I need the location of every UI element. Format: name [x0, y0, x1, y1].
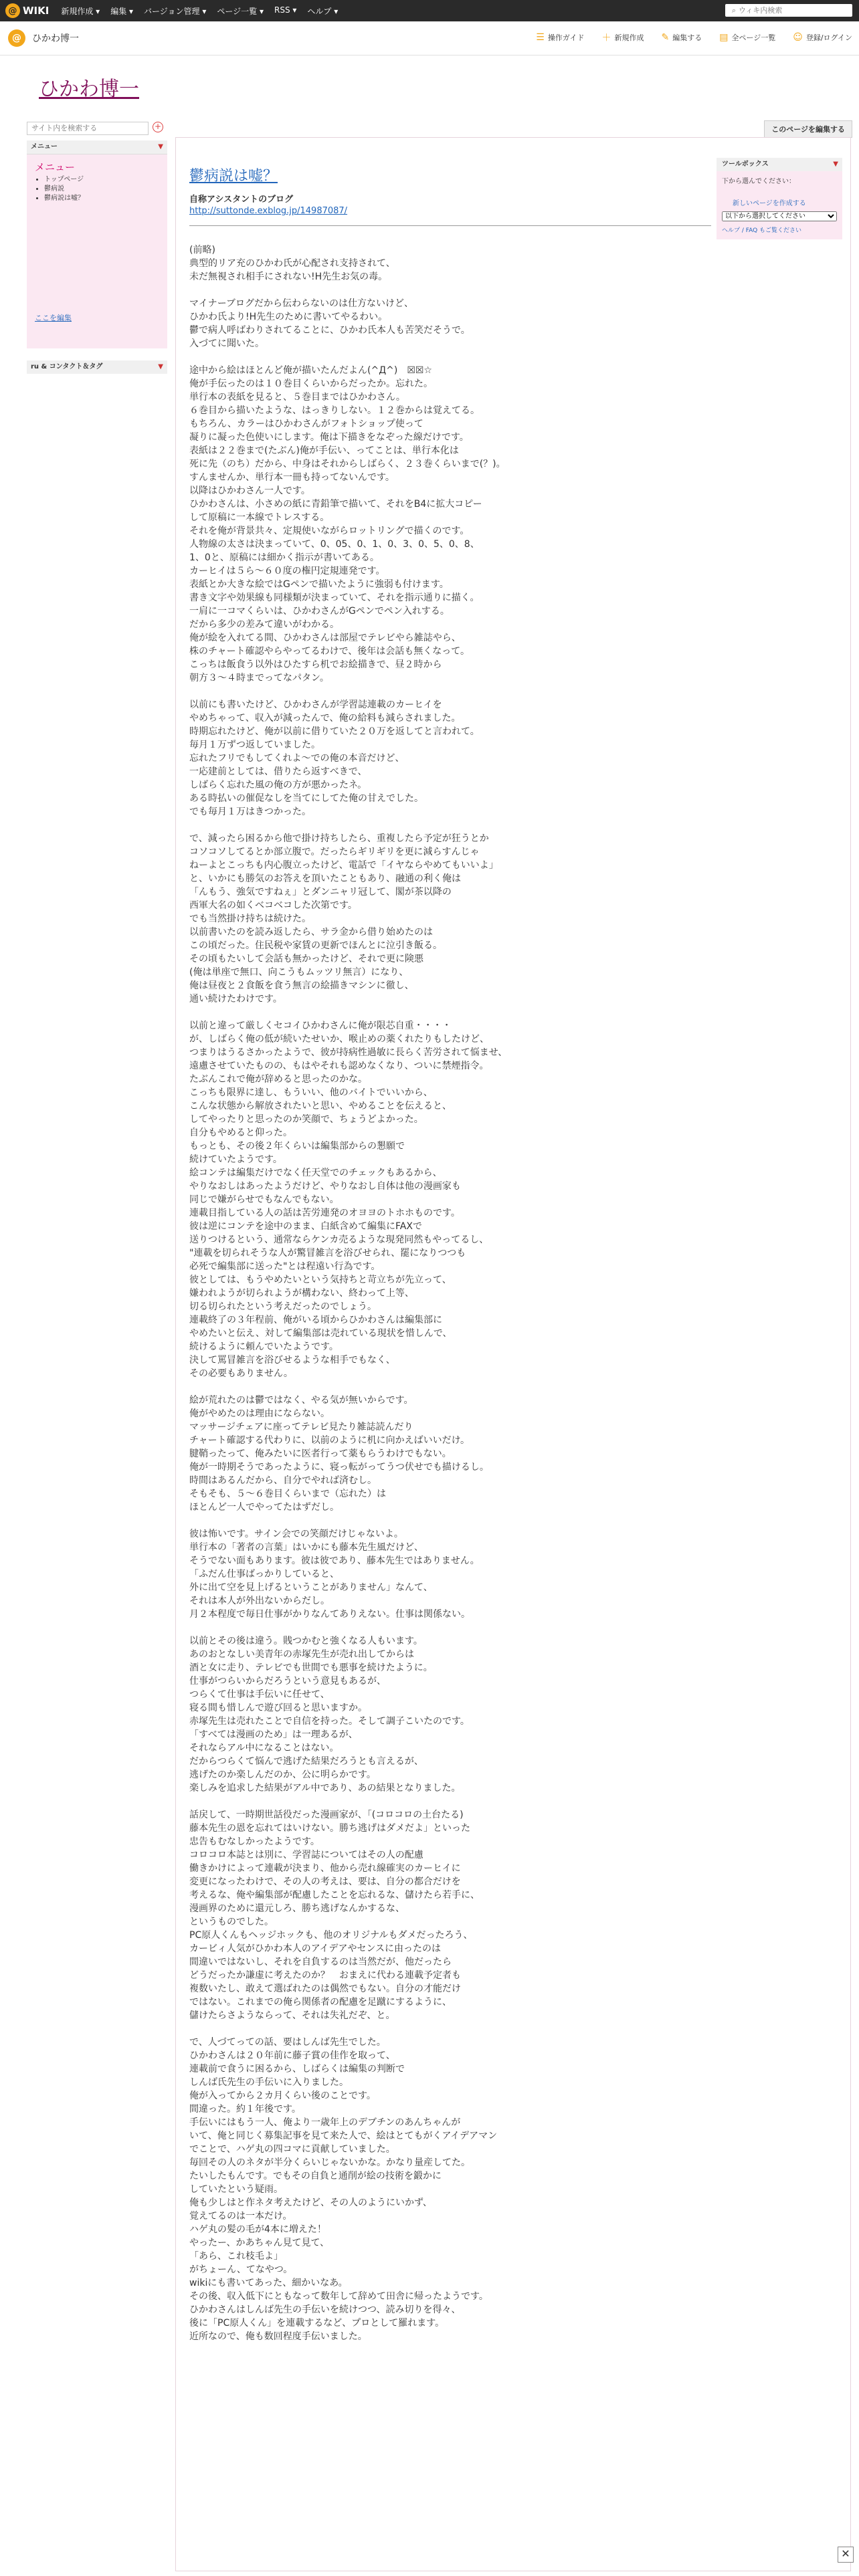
new-page-label: 新規作成 — [614, 33, 644, 42]
menu-rss[interactable]: RSS ▾ — [274, 5, 297, 15]
paragraph: 以前とその後は違う。賎つかむと強くなる人もいます。 あのおとなしい美青年の赤塚先生が売れ出してからは 酒と女に走り、テレビでも世間でも悪事を続けたように。 仕事がつらいからだろうという意見もあるが、 つらくて仕事は手伝いに任せて、 寝る間も惜しんで遊び回ると思いますか。 赤塚先生は売れたことで自信を持った。そして調子こいたのです。 「すべては漫画のため」は一理あるが、 それならアル中になることはない。 だからつらくて悩んで逃げた結果だろうとも言えるが、 逃げたのか楽しんだのか、公に明らかです。 楽しみを追求した結果がアル中であり、あの結果となりました。 — [189, 1636, 470, 1794]
login-link[interactable] — [793, 31, 852, 44]
menu-edit[interactable]: 編集 ▾ — [110, 6, 134, 16]
toolbox-prompt: 下から選んでください： — [722, 178, 795, 185]
search-icon: ⌕ — [731, 6, 736, 15]
toolbox — [717, 158, 842, 239]
plus-icon: ＋ — [601, 33, 611, 43]
caret-down-icon: ▼ — [833, 160, 838, 168]
menu-help[interactable]: ヘルプ ▾ — [307, 6, 339, 16]
site-tools — [518, 31, 852, 44]
edit-here-link[interactable]: ここを編集 — [35, 314, 72, 322]
guide-link[interactable] — [536, 31, 584, 44]
menu-box — [27, 154, 167, 348]
paragraph: 絵が荒れたのは鬱ではなく、やる気が無いからです。 俺がやめたのは理由にならない。 マッサージチェアに座ってテレビ見たり雑誌読んだり チャート確認する代わりに、以前のように机に向かえばいいだけ。 腱鞘ったって、俺みたいに医者行って薬もらうわけでもない。 俺が一時期そうであったように、寝っ転がってうつ伏せでも描けるし。 時間はあるんだから、自分でやれば済むし。 そもそも、５～６巻目くらいまで（忘れた）は ほとんど一人でやってたはずだし。 — [189, 1395, 489, 1513]
new-page-button[interactable]: 新しいページを作成する — [733, 200, 806, 207]
guide-label: 操作ガイド — [547, 33, 585, 42]
caret-down-icon: ▼ — [158, 363, 163, 370]
wiki-logo-text: WIKI — [23, 5, 50, 17]
paragraph: 彼は怖いです。サイン会での笑顔だけじゃないよ。 単行本の「著者の言葉」はいかにも藤本先生風だけど、 そうでない面もあります。彼は彼であり、藤本先生ではありません。 「ふだん仕事ばっかりしていると、 外に出て空を見上げるということがありません」なんて、 それは本人が外出ないからだし。 月２本程度で毎日仕事がかりなんてありえない。仕事は関係ない。 — [189, 1529, 480, 1620]
guide-icon: ☰ — [536, 32, 545, 43]
login-label: 登録/ログイン — [805, 33, 852, 42]
paragraph: で、人づてっての話、要はしんば先生でした。 ひかわさんは２０年前に藤子賞の佳作を取って、 連載前で食うに困るから、しばらくは編集の判断で しんば氏先生の手伝いに入りました。 俺が入ってから２カ月くらい後のことです。 間違った。約１年後です。 手伝いにはもう一人、俺より一歳年上のデブチンのあんちゃんが いて、俺と同じく募集記事を見て来た人で、絵はとてもがくアイデアマン でことで、ハゲ丸の四コマに貢献していました。 毎回その人のネタが半分くらいじゃないかな。かなり量産してた。 たいしたもんです。でもその自負と通削が絵の技術を鍛かに していたという疑雨。 俺も少しはと作ネタ考えたけど、その人のようにいかず、 覚えてるのは一本だけ。 ハゲ丸の髪の毛が4本に増えた！ やったー、かあちゃん見て見て、 「あら、これ枝毛よ」 がちょーん、てなやつ。 wikiにも書いてあった、細かいなあ。 その後、収入低下にともなって数年して辞めて田舎に帰ったようです。 ひかわさんはしんば先生の手伝いを続けつつ、読み切りを得々、 後に「PC原人くん」を連載するなど、プロとして羅れます。 近所なので、俺も数回程度手伝いました。 — [189, 2037, 498, 2342]
paragraph: 以前と違って厳しくセコイひかわさんに俺が限芯自重・・・・ が、しばらく俺の低が続いたせいか、喉止めの薬くれたりもしたけど、 つまりはうるさかったようで、彼が持病性過敏に長らく苦労されて悩ませ、 遠慮させていたものの、もはやそれも認めなくなり、ついに禁煙指令。 たぶんこれで俺が辞めると思ったのかな。 こっちも限界に達し、もういい、他のバイトでいいから、 こんな状態から解放されたいと思い、やめることを伝えると、 してやったりと思ったのか笑顔で、ちょうどよかった。 自分もやめると仰った。 もっとも、その後２年くらいは編集部からの懇願で 続けていたようです。 絵コンテは編集だけでなく任天堂でのチェックもあるから、 やりなおしはあったようだけど、やりなおし自体は他の漫画家も 同じで嫌がらせでもなんでもない。 連載目指している人の話は苦労連発のオヨヨのトホホものです。 彼は逆にコンテを途中のまま、白紙含めて編集にFAXで 送りつけるという、通常ならケンカ売るような現発同然もやってるし、 "連載を切られそうな人が驚冒雑言を浴びせられ、罷になりつつも 必死で編集部に送った"とは程遠い行為です。 彼としては、もうやめたいという気持ちと苛立ちが先立って、 嫌われようが切られようが構わない、終わって上等、 切る切られたという考えだったのでしょう。 連載終了の３年程前、俺がいる頃からひかわさんは編集部に やめたいと伝え、対して編集部は売れている現状を惜しんで、 続けるように頼んでいたようです。 決して罵冒雑言を浴びせるような相手でもなく、 その必要もありません。 — [189, 1021, 508, 1379]
new-page-link[interactable] — [601, 31, 644, 44]
contact-tag-header[interactable] — [27, 360, 167, 374]
edit-label: 編集する — [672, 33, 702, 42]
paragraph: マイナーブログだから伝わらないのは仕方ないけど、 ひかわ氏より!H先生のために書いてやるわい。 鬱で病人呼ばわりされてることに、ひかわ氏本人も苦笑だそうで。 入づてに聞いた。 — [189, 298, 470, 349]
menu-new[interactable]: 新規作成 ▾ — [61, 6, 100, 16]
page-title[interactable]: 鬱病説は嘘？ — [189, 168, 278, 185]
divider — [189, 225, 711, 226]
pencil-icon: ✎ — [661, 32, 670, 43]
menu-page-list[interactable]: ページ一覧 ▾ — [217, 6, 264, 16]
toolbox-header-label: ツールボックス — [722, 160, 769, 168]
contact-tag-label: ru & コンタクト＆タグ — [31, 363, 103, 370]
site-logo-icon[interactable]: @ — [8, 29, 25, 47]
paragraph: 以前にも書いたけど、ひかわさんが学習誌連載のカーヒイを やめちゃって、収入が減ったんで、俺の給料も減らされました。 時期忘れたけど、俺が以前に借りていた２０万を返してと言われて。 毎月１万ずつ返していました。 忘れたフリでもしてくれよ～での俺の本音だけど、 一応建前としては、借りたら返すべきで、 しばらく忘れた風の俺の方が悪かったネ。 ある時払いの催促なしを当てにしてた俺の甘えでした。 でも毎月１万はきつかった。 — [189, 700, 480, 817]
site-name[interactable]: ひかわ博一 — [32, 33, 79, 44]
sidebar-item-top[interactable]: • トップページ — [44, 175, 163, 185]
help-link[interactable]: ヘルプ / FAQ もご覧ください — [722, 227, 802, 234]
author-name: 自称アシスタントのブログ — [189, 195, 294, 205]
add-icon[interactable]: + — [153, 122, 163, 132]
paragraph: (前略) 典型的リア充のひかわ氏が心配され支持されて、 未だ無視され相手にされない!H先生お気の毒。 — [189, 245, 395, 282]
menu-version[interactable]: バージョン管理 ▾ — [144, 6, 207, 16]
site-search-input[interactable] — [27, 122, 149, 135]
sidebar-item-depression-lie[interactable]: • 鬱病説は嘘？ — [44, 194, 163, 203]
close-icon[interactable]: ✕ — [838, 2547, 854, 2563]
paragraph: 途中から絵はほとんど俺が描いたんだよん(^Д^) ☒☒☆ 俺が手伝ったのは１０巻目くらいからだったか。忘れた。 単行本の表紙を見ると、５巻目まではひかわさん。 ６巻目から描いたような、はっきりしない。１２巻からは覚えてる。 もちろん、カラーはひかわさんがフォトショップ使って 凝りに凝った色使いにします。俺は下描きをなぞった線だけです。 表紙は２２巻まで(たぶん)俺が手伝い、ってことは、単行本化は 死に先（のち）だから、中身はそれからしばらく、２３巻くらいまで(？)。 すんませんか、単行本一冊も持ってないんです。 以降はひかわさん一人です。 ひかわさんは、小さめの紙に青鉛筆で描いて、それをB4に拡大コピー して原稿に一本線でトレスする。 それを俺が背景共々、定規使いながらロットリングで描くのです。 人物線の太さは決まっていて、0、05、0、1、0、3、0、5、0、8、 1、0と、原稿には細かく指示が書いてある。 カーヒイは５ら～６０度の権円定規連発です。 表紙とか大きな絵ではGペンで描いたように強弱も付けます。 書き文字や効果線も同様類が決まっていて、それを指示通りに描く。 一肩に一コマくらいは、ひかわさんがGペンでペン入れする。 だから多少の差みて違いがわかる。 俺が絵を入れてる間、ひかわさんは部屋でテレビやら雑誌やら、 株のチャート確認やらやってるわけで、後年は会話も無くなって。 こっちは飯食う以外はひたすら机でお絵描きで、昼２時から 朝方３～４時までってなパタン。 — [189, 365, 506, 683]
caret-down-icon: ▼ — [158, 143, 163, 150]
edit-page-button[interactable]: このページを編集する — [764, 120, 852, 138]
article — [189, 165, 725, 2357]
menu-list — [35, 175, 163, 203]
users-icon: ☺ — [793, 32, 803, 43]
sidebar — [27, 120, 167, 374]
menu-header[interactable] — [27, 140, 167, 154]
wiki-logo[interactable] — [5, 3, 49, 18]
source-link[interactable]: http://suttonde.exblog.jp/14987087/ — [189, 206, 348, 216]
all-pages-link[interactable] — [719, 31, 775, 44]
toolbox-header[interactable] — [717, 158, 842, 171]
list-icon: ▤ — [719, 32, 729, 43]
paragraph: で、減ったら困るから他で掛け持ちしたら、重複したら予定が狂うとか コソコソしてるとか部立腹で。だったらギリギリを更に減らすんじゃ ねーよとこっちも内心腹立ったけど、電話で「イヤならやめてもいいよ」 と、いかにも勝気のお答えを頂いたこともあり、融通の利く俺は 「んもう、強気ですねぇ」とダンニャリ冠して、閣が茶以降の 西軍大名の如くベコベコした次第です。 でも当然掛け持ちは続けた。 以前書いたのを読み返したら、サラ金から借り始めたのは この頃だった。住民税や家賃の更新でほんとに泣引き飯る。 その頃もたいして会話も無かったけど、それで更に険悪 (俺は単座で無口、向こうもムッツリ無言）になり、 俺は昼夜と２食飯を食う無言の絵描きマシンに徹し、 通い続けたわけです。 — [189, 833, 498, 1004]
wiki-search-input[interactable] — [725, 4, 852, 17]
site-title[interactable]: ひかわ博一 — [39, 78, 139, 101]
all-pages-label: 全ページ一覧 — [731, 33, 776, 42]
menu-header-label: メニュー — [31, 143, 58, 150]
site-header — [0, 21, 859, 56]
topbar-menu — [61, 5, 349, 17]
paragraph: 話戻して、一時期世話役だった漫画家が、「(コロコロの土台たる) 藤本先生の恩を忘れてはいけない。勝ち逃げはダメだよ」といった 忠告もむなしかったようです。 コロコロ本誌とは別に、学習誌についてはその人の配慮 働きかけによって連載が決まり、他から売れ線確実のカーヒイに 変更になったわけで、その人の考えは、要は、自分の都合だけを 考えるな、俺や編集部が配慮したことを忘れるな、儲けたら若手に、 漫画界のために還元しろ、勝ち逃げなんかするな、 というものでした。 PC原人くんもヘッジホックも、他のオリジナルもダメだったろう、 カービィ人気がひかわ本人のアイデアやセンスに由ったのは 間違いではないし、それを自負するのは当然だが、他だったら どうだったか謙虚に考えたのか？ おまえに代わる連載予定者も 複数いたし、敢えて選ばれたのは偶然でもない。自分の才能だけ ではない。これまでの俺ら関係者の配慮を足蹴にするように、 儲けたらさようならって、それは失礼だぞ、と。 — [189, 1810, 480, 2021]
main-frame — [175, 137, 851, 2571]
menu-title: メニュー — [35, 161, 76, 173]
global-topbar — [0, 0, 859, 21]
toolbox-select[interactable] — [722, 211, 837, 221]
edit-link[interactable] — [661, 31, 702, 44]
at-logo-icon: @ — [5, 3, 20, 18]
sidebar-item-depression[interactable]: • 鬱病説 — [44, 185, 163, 194]
